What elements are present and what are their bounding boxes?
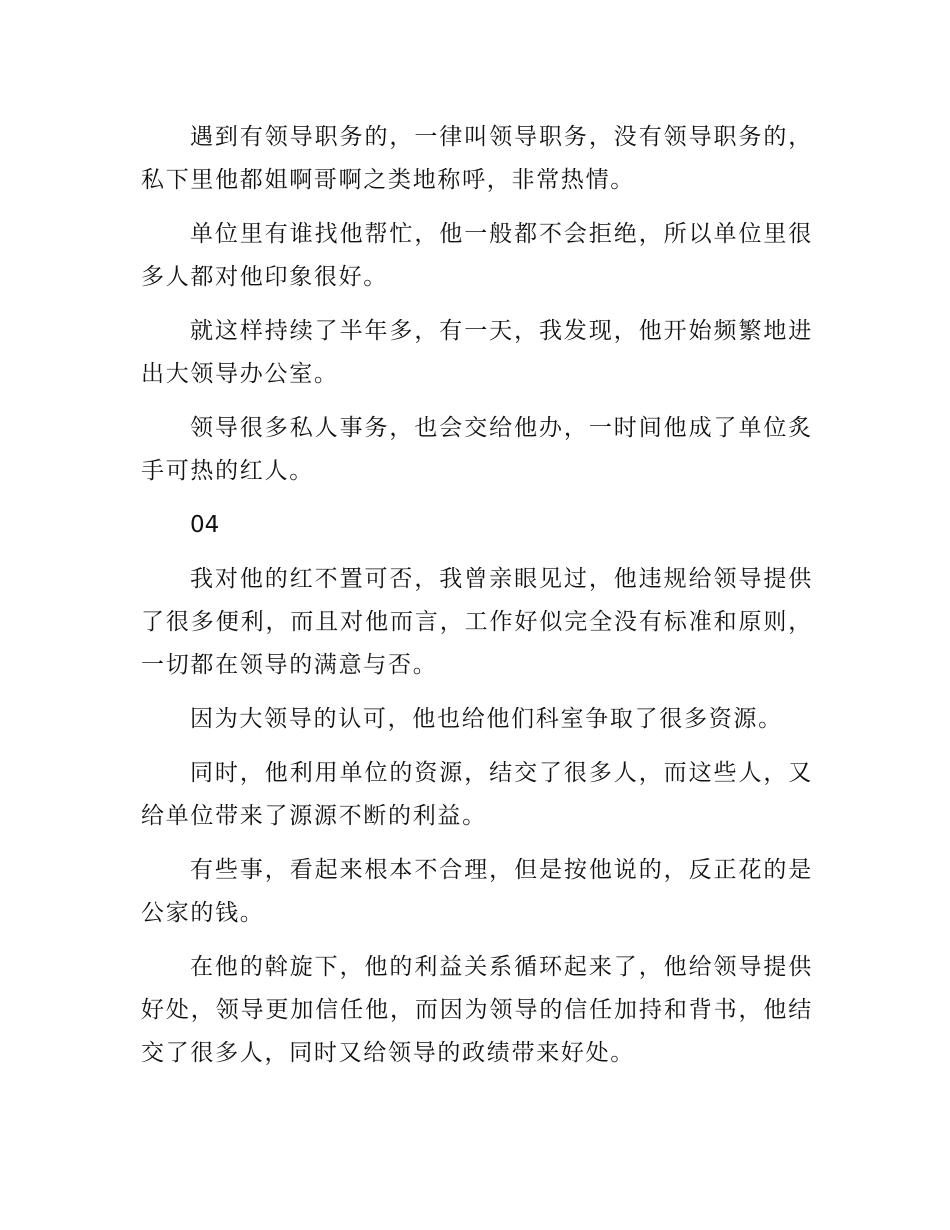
paragraph: 我对他的红不置可否，我曾亲眼见过，他违规给领导提供了很多便利，而且对他而言，工作好似完全没有标准和原则，一切都在领导的满意与否。 xyxy=(141,566,813,678)
paragraph: 在他的斡旋下，他的利益关系循环起来了，他给领导提供好处，领导更加信任他，而因为领导的信任加持和背书，他结交了很多人，同时又给领导的政绩带来好处。 xyxy=(141,954,813,1066)
section-number: 04 xyxy=(190,512,220,538)
paragraph: 遇到有领导职务的，一律叫领导职务，没有领导职务的，私下里他都姐啊哥啊之类地称呼，非常热情。 xyxy=(141,124,813,193)
paragraph: 就这样持续了半年多，有一天，我发现，他开始频繁地进出大领导办公室。 xyxy=(141,318,813,387)
paragraph: 单位里有谁找他帮忙，他一般都不会拒绝，所以单位里很多人都对他印象很好。 xyxy=(141,221,813,290)
paragraph: 因为大领导的认可，他也给他们科室争取了很多资源。 xyxy=(190,706,783,732)
paragraph: 有些事，看起来根本不合理，但是按他说的，反正花的是公家的钱。 xyxy=(141,857,813,926)
document-page xyxy=(141,116,813,1086)
paragraph: 领导很多私人事务，也会交给他办，一时间他成了单位炙手可热的红人。 xyxy=(141,415,813,484)
paragraph: 同时，他利用单位的资源，结交了很多人，而这些人，又给单位带来了源源不断的利益。 xyxy=(141,760,813,829)
